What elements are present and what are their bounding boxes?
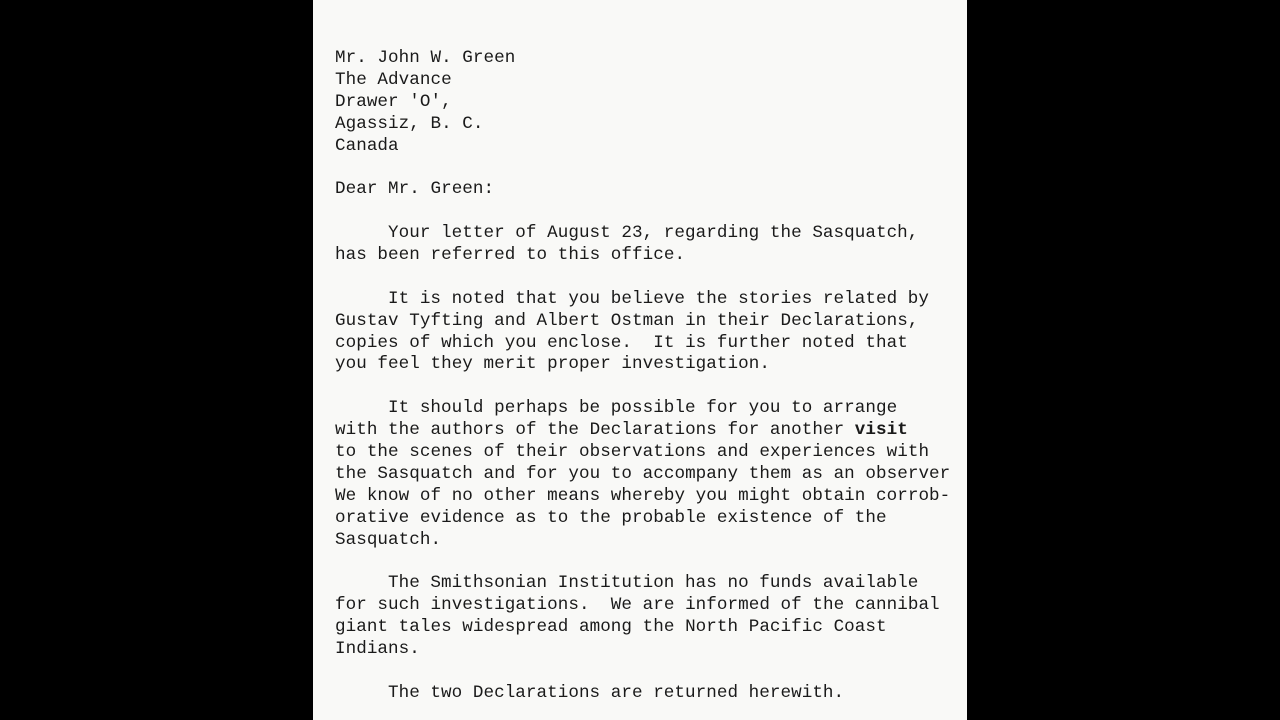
emphasis-word: visit <box>854 420 908 441</box>
paragraph-4 <box>335 573 967 661</box>
paragraph-line-text: with the authors of the Declarations for another <box>335 420 855 441</box>
paragraph-line: We know of no other means whereby you might obtain corrob- <box>335 485 951 506</box>
paragraph-line: copies of which you enclose. It is further noted that <box>335 332 908 353</box>
paragraph-line: Indians. <box>335 639 420 660</box>
address-line: Drawer 'O', <box>335 91 452 112</box>
paragraph-line: to the scenes of their observations and experiences with <box>335 442 930 463</box>
spacer <box>335 551 967 573</box>
paragraph-line: orative evidence as to the probable existence of the <box>335 507 887 528</box>
letter-body <box>335 48 967 705</box>
paragraph-line: you feel they merit proper investigation. <box>335 354 770 375</box>
paragraph-2 <box>335 289 967 377</box>
address-line: Mr. John W. Green <box>335 48 516 68</box>
spacer <box>335 661 967 683</box>
spacer <box>335 267 967 289</box>
paragraph-line: Sasquatch. <box>335 529 442 550</box>
paragraph-5 <box>335 683 967 705</box>
paragraph-line: the Sasquatch and for you to accompany them as an observer <box>335 463 951 484</box>
paragraph-line: It should perhaps be possible for you to arrange <box>388 398 898 419</box>
address-line: The Advance <box>335 69 452 90</box>
address-line: Canada <box>335 135 399 156</box>
paragraph-line: Gustav Tyfting and Albert Ostman in their Declarations, <box>335 310 919 331</box>
address-block <box>335 48 967 157</box>
spacer <box>335 201 967 223</box>
paragraph-3 <box>335 398 967 551</box>
paragraph-line <box>335 420 967 442</box>
paragraph-line: for such investigations. We are informed of the cannibal <box>335 595 940 616</box>
paragraph-line: has been referred to this office. <box>335 245 686 266</box>
spacer <box>335 376 967 398</box>
paragraph-line: Your letter of August 23, regarding the Sasquatch, <box>388 223 919 244</box>
paragraph-1 <box>335 223 967 267</box>
salutation: Dear Mr. Green: <box>335 179 495 200</box>
paragraph-line: The Smithsonian Institution has no funds available <box>388 573 919 594</box>
letter-page <box>313 0 967 720</box>
address-line: Agassiz, B. C. <box>335 113 484 134</box>
paragraph-line: It is noted that you believe the stories related by <box>388 288 930 309</box>
spacer <box>335 157 967 179</box>
paragraph-line: The two Declarations are returned herewith. <box>388 682 845 703</box>
paragraph-line: giant tales widespread among the North Pacific Coast <box>335 617 887 638</box>
